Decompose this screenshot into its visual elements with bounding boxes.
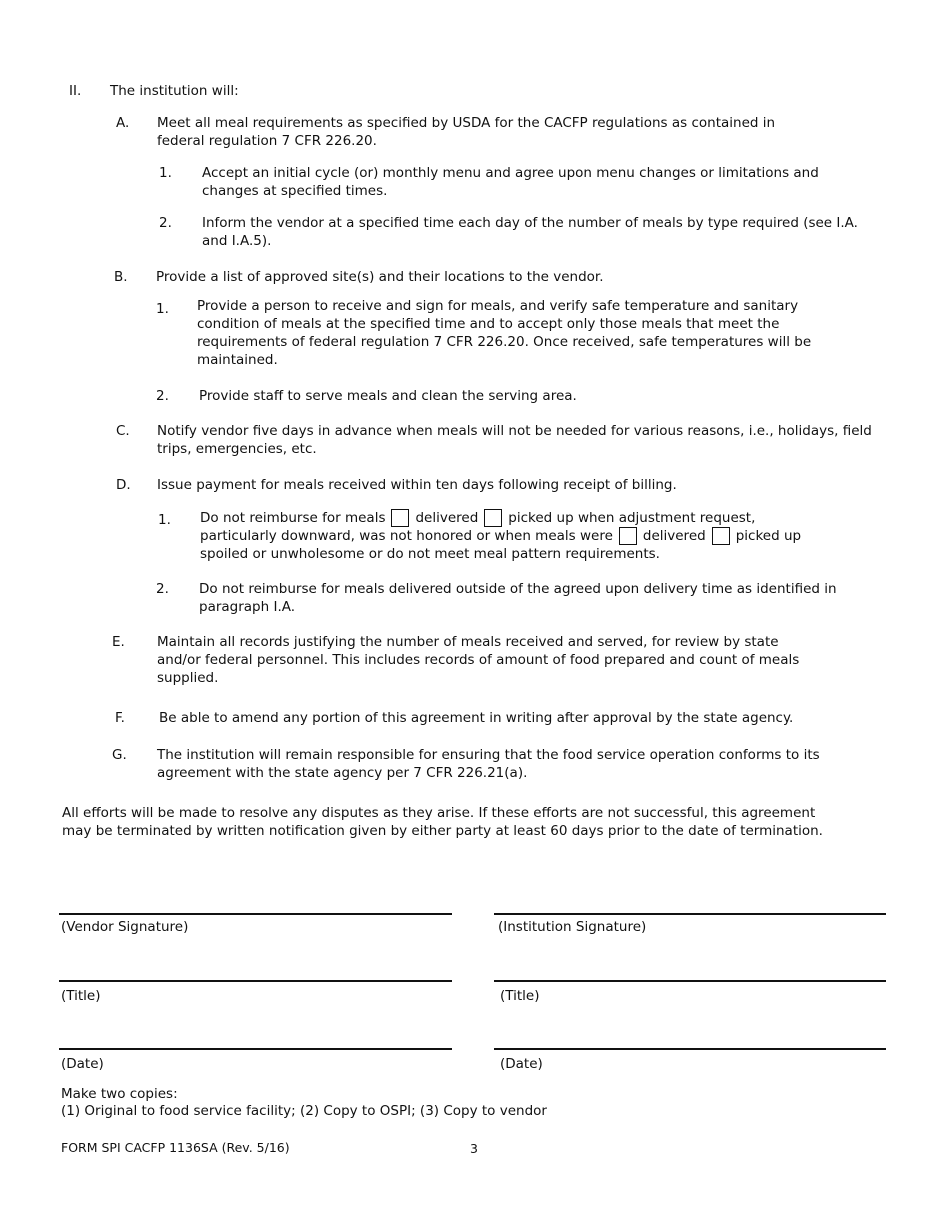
meals-delivered-checkbox[interactable] [391,509,409,527]
institution-title-line[interactable] [494,980,886,982]
item-d-1-line-1: Do not reimburse for meals delivered picked up when adjustment request, [200,510,756,526]
item-a-text-line-1: Meet all meal requirements as specified by USDA for the CACFP regulations as contained in [157,115,776,131]
vendor-signature-line[interactable] [59,913,452,915]
institution-signature-label: (Institution Signature) [498,919,647,935]
item-a-1-number: 1. [159,165,172,181]
disputes-line-2: may be terminated by written notification given by either party at least 60 days prior to the date of termination. [62,823,823,839]
form-id: FORM SPI CACFP 1136SA (Rev. 5/16) [61,1140,290,1155]
item-b-1-line-2: condition of meals at the specified time and to accept only those meals that meet the [197,316,780,332]
item-a-text-line-2: federal regulation 7 CFR 226.20. [157,133,377,149]
section-numeral: II. [69,83,82,99]
copies-heading: Make two copies: [61,1086,178,1102]
item-d-2-line-2: paragraph I.A. [199,599,296,615]
item-e-label: E. [112,634,125,650]
vendor-title-line[interactable] [59,980,452,982]
institution-title-label: (Title) [500,988,540,1004]
vendor-signature-label: (Vendor Signature) [61,919,189,935]
item-d-1-number: 1. [158,512,171,528]
item-b-1-line-4: maintained. [197,352,278,368]
item-d-text-line-1: Issue payment for meals received within ten days following receipt of billing. [157,477,677,493]
vendor-date-line[interactable] [59,1048,452,1050]
section-title: The institution will: [110,83,239,99]
vendor-title-label: (Title) [61,988,101,1004]
item-a-1-line-2: changes at specified times. [202,183,388,199]
item-e-text-line-1: Maintain all records justifying the number of meals received and served, for review by state [157,634,779,650]
item-a-2-line-2: and I.A.5). [202,233,272,249]
vendor-date-label: (Date) [61,1056,104,1072]
item-a-1-line-1: Accept an initial cycle (or) monthly menu and agree upon menu changes or limitations and [202,165,819,181]
institution-signature-line[interactable] [494,913,886,915]
item-b-1-line-1: Provide a person to receive and sign for meals, and verify safe temperature and sanitary [197,298,799,314]
item-b-label: B. [114,269,128,285]
item-d-2-line-1: Do not reimburse for meals delivered outside of the agreed upon delivery time as identified in [199,581,837,597]
item-g-text-line-2: agreement with the state agency per 7 CFR 226.21(a). [157,765,528,781]
item-b-1-number: 1. [156,301,169,317]
item-c-text-line-2: trips, emergencies, etc. [157,441,317,457]
item-e-text-line-2: and/or federal personnel. This includes records of amount of food prepared and count of meals [157,652,800,668]
item-a-label: A. [116,115,130,131]
not-honored-delivered-checkbox[interactable] [619,527,637,545]
item-d-label: D. [116,477,131,493]
item-d-2-number: 2. [156,581,169,597]
institution-date-label: (Date) [500,1056,543,1072]
page-number: 3 [470,1141,478,1156]
item-f-text-line-1: Be able to amend any portion of this agreement in writing after approval by the state agency. [159,710,794,726]
item-a-2-line-1: Inform the vendor at a specified time each day of the number of meals by type required (see I.A. [202,215,858,231]
meals-picked-up-checkbox[interactable] [484,509,502,527]
not-honored-picked-up-checkbox[interactable] [712,527,730,545]
disputes-line-1: All efforts will be made to resolve any disputes as they arise. If these efforts are not successful, this agreement [62,805,816,821]
copies-detail: (1) Original to food service facility; (2) Copy to OSPI; (3) Copy to vendor [61,1103,547,1119]
institution-date-line[interactable] [494,1048,886,1050]
item-c-label: C. [116,423,130,439]
item-a-2-number: 2. [159,215,172,231]
item-b-2-number: 2. [156,388,169,404]
item-g-text-line-1: The institution will remain responsible for ensuring that the food service operation conforms to its [157,747,820,763]
item-b-text-line-1: Provide a list of approved site(s) and their locations to the vendor. [156,269,604,285]
item-f-label: F. [115,710,125,726]
item-b-1-line-3: requirements of federal regulation 7 CFR 226.20. Once received, safe temperatures will be [197,334,812,350]
item-g-label: G. [112,747,127,763]
item-d-1-line-2: particularly downward, was not honored or when meals were delivered picked up [200,528,802,544]
item-d-1-line-3: spoiled or unwholesome or do not meet meal pattern requirements. [200,546,660,562]
item-b-2-line-1: Provide staff to serve meals and clean the serving area. [199,388,577,404]
item-e-text-line-3: supplied. [157,670,219,686]
item-c-text-line-1: Notify vendor five days in advance when meals will not be needed for various reasons, i.e., holidays, field [157,423,872,439]
